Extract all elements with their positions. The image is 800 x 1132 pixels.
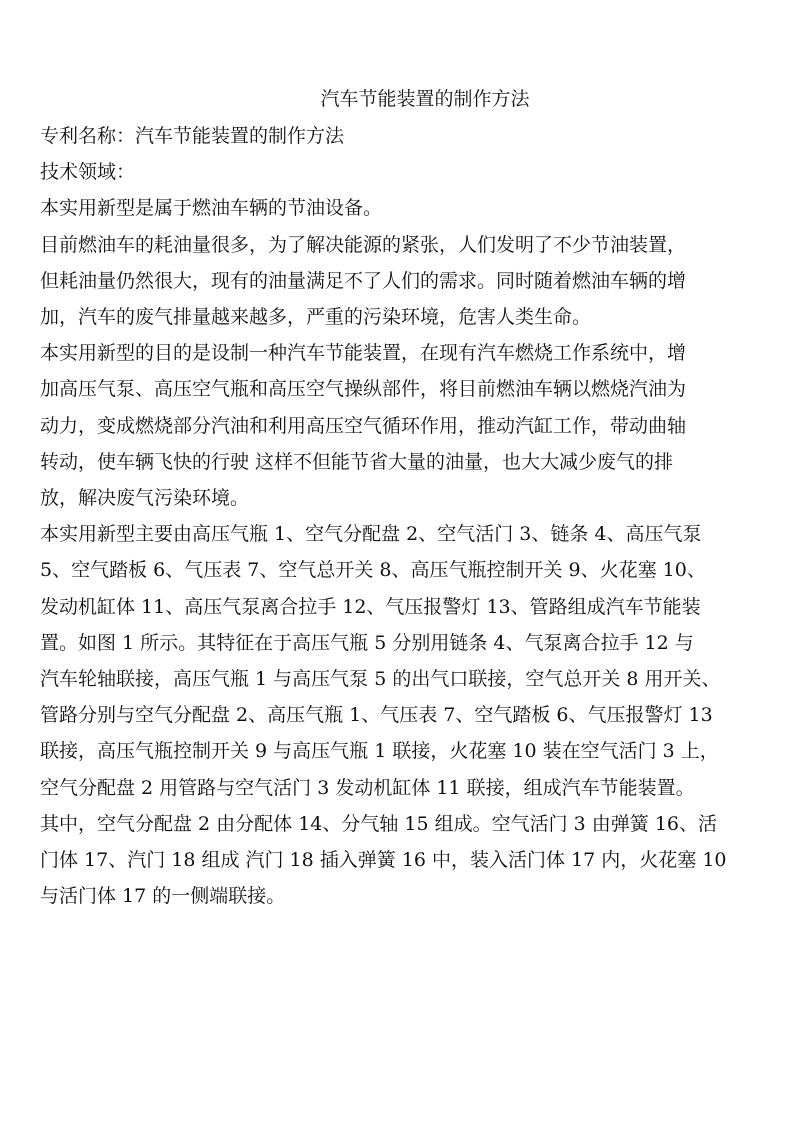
text-line: 5、空气踏板 6、气压表 7、空气总开关 8、高压气瓶控制开关 9、火花塞 10、 <box>40 559 706 582</box>
text-line: 本实用新型主要由高压气瓶 1、空气分配盘 2、空气活门 3、链条 4、高压气泵 <box>40 523 702 546</box>
text-line: 管路分别与空气分配盘 2、高压气瓶 1、气压表 7、空气踏板 6、气压报警灯 13 <box>40 704 713 727</box>
text-line: 放，解决废气污染环境。 <box>40 487 250 510</box>
text-line: 加，汽车的废气排量越来越多，严重的污染环境，危害人类生命。 <box>40 306 592 329</box>
text-line: 本实用新型是属于燃油车辆的节油设备。 <box>40 197 383 220</box>
text-line: 但耗油量仍然很大，现有的油量满足不了人们的需求。同时随着燃油车辆的增 <box>40 269 687 292</box>
text-line: 其中，空气分配盘 2 由分配体 14、分气轴 15 组成。空气活门 3 由弹簧 16、活 <box>40 812 718 835</box>
text-line: 发动机缸体 11、高压气泵离合拉手 12、气压报警灯 13、管路组成汽车节能装 <box>40 595 701 618</box>
text-line: 动力，变成燃烧部分汽油和利用高压空气循环作用，推动汽缸工作，带动曲轴 <box>40 414 687 437</box>
document-body <box>40 118 770 914</box>
text-line: 汽车轮轴联接，高压气瓶 1 与高压气泵 5 的出气口联接，空气总开关 8 用开关、 <box>40 668 721 691</box>
text-line: 本实用新型的目的是设制一种汽车节能装置，在现有汽车燃烧工作系统中，增 <box>40 342 687 365</box>
text-line: 门体 17、汽门 18 组成 汽门 18 插入弹簧 16 中，装入活门体 17 内，火花塞 10 <box>40 849 727 872</box>
document-title: 汽车节能装置的制作方法 <box>320 88 530 110</box>
text-line: 置。如图 1 所示。其特征在于高压气瓶 5 分别用链条 4、气泵离合拉手 12 与 <box>40 631 694 654</box>
text-line: 目前燃油车的耗油量很多，为了解决能源的紧张，人们发明了不少节油装置， <box>40 233 687 256</box>
text-line: 空气分配盘 2 用管路与空气活门 3 发动机缸体 11 联接，组成汽车节能装置。 <box>40 776 695 799</box>
text-line: 联接，高压气瓶控制开关 9 与高压气瓶 1 联接，火花塞 10 装在空气活门 3 上， <box>40 740 719 763</box>
text-line: 与活门体 17 的一侧端联接。 <box>40 885 286 908</box>
text-line: 加高压气泵、高压空气瓶和高压空气操纵部件，将目前燃油车辆以燃烧汽油为 <box>40 378 687 401</box>
text-line: 技术领域： <box>40 161 136 184</box>
text-line: 专利名称：汽车节能装置的制作方法 <box>40 125 345 147</box>
document-page <box>40 80 770 914</box>
text-line: 转动，使车辆飞快的行驶 这样不但能节省大量的油量，也大大减少废气的排 <box>40 450 674 473</box>
